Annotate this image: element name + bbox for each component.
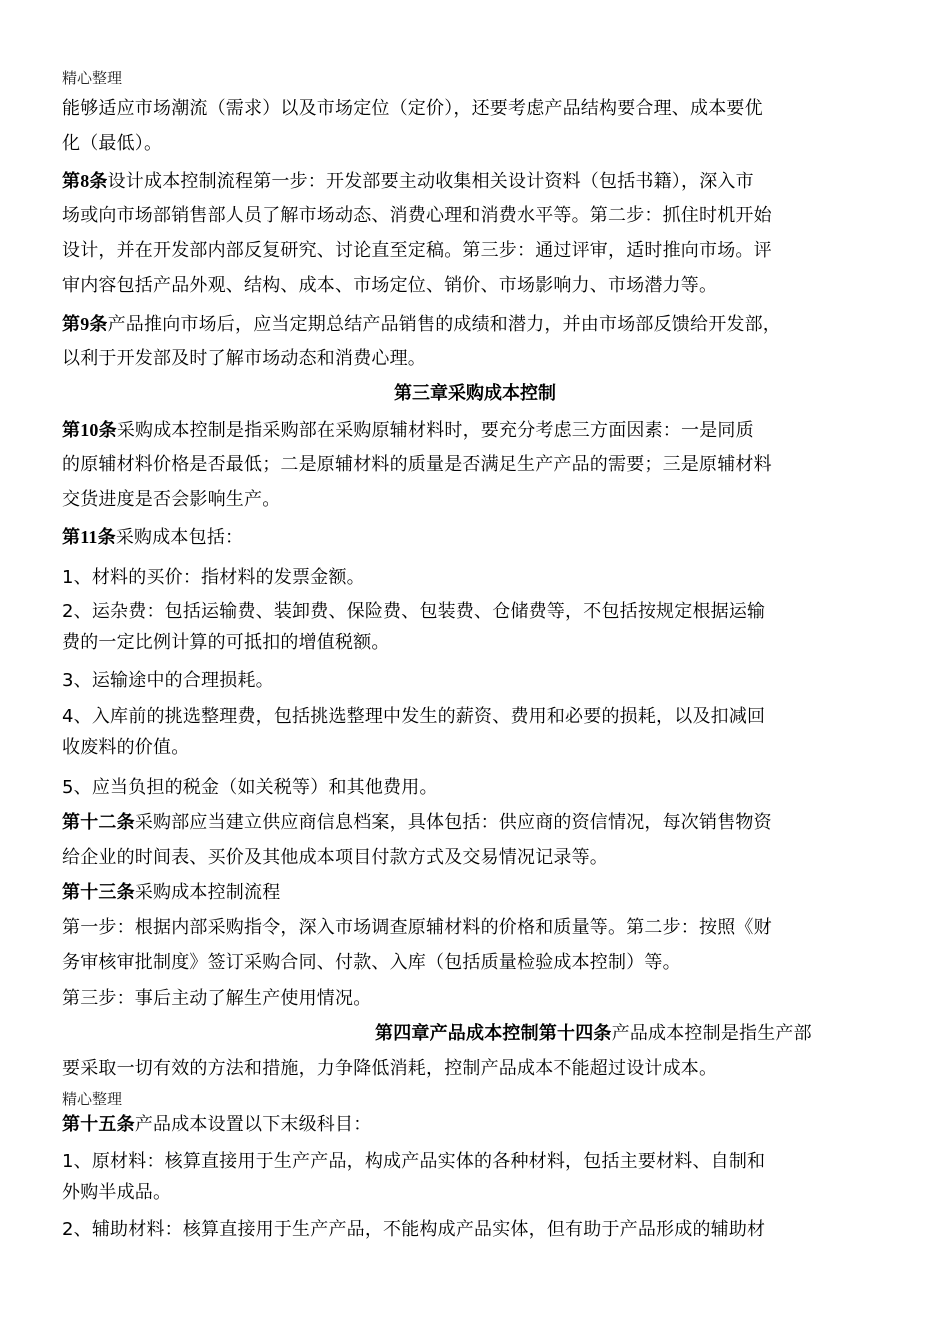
article-11-text: 采购成本包括： bbox=[115, 527, 244, 548]
article-15-label: 第十五条 bbox=[62, 1114, 135, 1135]
paragraph-line: 能够适应市场潮流（需求）以及市场定位（定价），还要考虑产品结构要合理、成本要优 bbox=[62, 98, 763, 119]
article-11-line bbox=[62, 520, 892, 555]
list-item: 1、材料的买价：指材料的发票金额。 bbox=[62, 567, 365, 588]
paragraph-line: 场或向市场部销售部人员了解市场动态、消费心理和消费水平等。第二步：抓住时机开始 bbox=[62, 205, 772, 226]
article-13-line bbox=[62, 876, 892, 910]
chapter-4-line bbox=[375, 1017, 892, 1051]
article-8-suffix: 条 bbox=[89, 171, 108, 192]
article-15-line bbox=[62, 1108, 892, 1142]
article-11-prefix: 第 bbox=[62, 527, 81, 548]
article-8-text: 设计成本控制流程第一步：开发部要主动收集相关设计资料（包括书籍），深入市 bbox=[107, 171, 754, 192]
article-8-line bbox=[62, 164, 892, 199]
article-11-number: 11 bbox=[80, 527, 98, 547]
list-item: 2、运杂费：包括运输费、装卸费、保险费、包装费、仓储费等，不包括按规定根据运输 bbox=[62, 601, 766, 622]
article-12-label: 第十二条 bbox=[62, 812, 135, 833]
article-15-text: 产品成本设置以下末级科目： bbox=[134, 1114, 372, 1135]
article-8-number: 8 bbox=[80, 171, 90, 191]
article-14-label: 第十四条 bbox=[538, 1023, 612, 1044]
article-10-prefix: 第 bbox=[62, 420, 81, 441]
article-10-number: 10 bbox=[80, 420, 99, 440]
paragraph-line: 以利于开发部及时了解市场动态和消费心理。 bbox=[62, 348, 426, 369]
paragraph-line: 交货进度是否会影响生产。 bbox=[62, 489, 281, 510]
page-header: 精心整理 bbox=[62, 1090, 123, 1108]
article-9-number: 9 bbox=[80, 314, 90, 334]
paragraph-line: 化（最低）。 bbox=[62, 133, 163, 154]
list-item-continuation: 外购半成品。 bbox=[62, 1182, 172, 1203]
article-14-text: 产品成本控制是指生产部 bbox=[611, 1023, 812, 1044]
paragraph-line: 的原辅材料价格是否最低；二是原辅材料的质量是否满足生产产品的需要；三是原辅材料 bbox=[62, 454, 772, 475]
list-item-continuation: 收废料的价值。 bbox=[62, 737, 190, 758]
article-13-label: 第十三条 bbox=[62, 882, 135, 903]
list-item: 4、入库前的挑选整理费，包括挑选整理中发生的薪资、费用和必要的损耗，以及扣减回 bbox=[62, 706, 766, 727]
article-9-line bbox=[62, 307, 892, 342]
article-10-suffix: 条 bbox=[98, 420, 117, 441]
article-9-prefix: 第 bbox=[62, 314, 81, 335]
page-header: 精心整理 bbox=[62, 69, 123, 87]
article-9-text: 产品推向市场后，应当定期总结产品销售的成绩和潜力，并由市场部反馈给开发部， bbox=[107, 314, 782, 335]
list-item: 2、辅助材料：核算直接用于生产产品，不能构成产品实体，但有助于产品形成的辅助材 bbox=[62, 1219, 766, 1240]
list-item-continuation: 费的一定比例计算的可抵扣的增值税额。 bbox=[62, 632, 390, 653]
article-12-line bbox=[62, 806, 892, 840]
article-12-text: 采购部应当建立供应商信息档案，具体包括：供应商的资信情况，每次销售物资 bbox=[134, 812, 772, 833]
article-8-prefix: 第 bbox=[62, 171, 81, 192]
paragraph-line: 给企业的时间表、买价及其他成本项目付款方式及交易情况记录等。 bbox=[62, 847, 608, 868]
paragraph-line: 第三步：事后主动了解生产使用情况。 bbox=[62, 988, 372, 1009]
list-item: 3、运输途中的合理损耗。 bbox=[62, 670, 274, 691]
paragraph-line: 第一步：根据内部采购指令，深入市场调查原辅材料的价格和质量等。第二步：按照《财 bbox=[62, 917, 772, 938]
paragraph-line: 审内容包括产品外观、结构、成本、市场定位、销价、市场影响力、市场潜力等。 bbox=[62, 275, 718, 296]
list-item: 1、原材料：核算直接用于生产产品，构成产品实体的各种材料，包括主要材料、自制和 bbox=[62, 1151, 766, 1172]
chapter-3-heading: 第三章采购成本控制 bbox=[394, 383, 556, 404]
article-9-suffix: 条 bbox=[89, 314, 108, 335]
article-10-line bbox=[62, 413, 892, 448]
article-13-text: 采购成本控制流程 bbox=[134, 882, 281, 903]
list-item: 5、应当负担的税金（如关税等）和其他费用。 bbox=[62, 777, 438, 798]
article-11-suffix: 条 bbox=[97, 527, 116, 548]
paragraph-line: 设计，并在开发部内部反复研究、讨论直至定稿。第三步：通过评审，适时推向市场。评 bbox=[62, 240, 772, 261]
paragraph-line: 要采取一切有效的方法和措施，力争降低消耗，控制产品成本不能超过设计成本。 bbox=[62, 1058, 718, 1079]
chapter-4-heading: 第四章产品成本控制 bbox=[375, 1023, 539, 1044]
article-10-text: 采购成本控制是指采购部在采购原辅材料时，要充分考虑三方面因素：一是同质 bbox=[116, 420, 754, 441]
paragraph-line: 务审核审批制度》签订采购合同、付款、入库（包括质量检验成本控制）等。 bbox=[62, 952, 681, 973]
